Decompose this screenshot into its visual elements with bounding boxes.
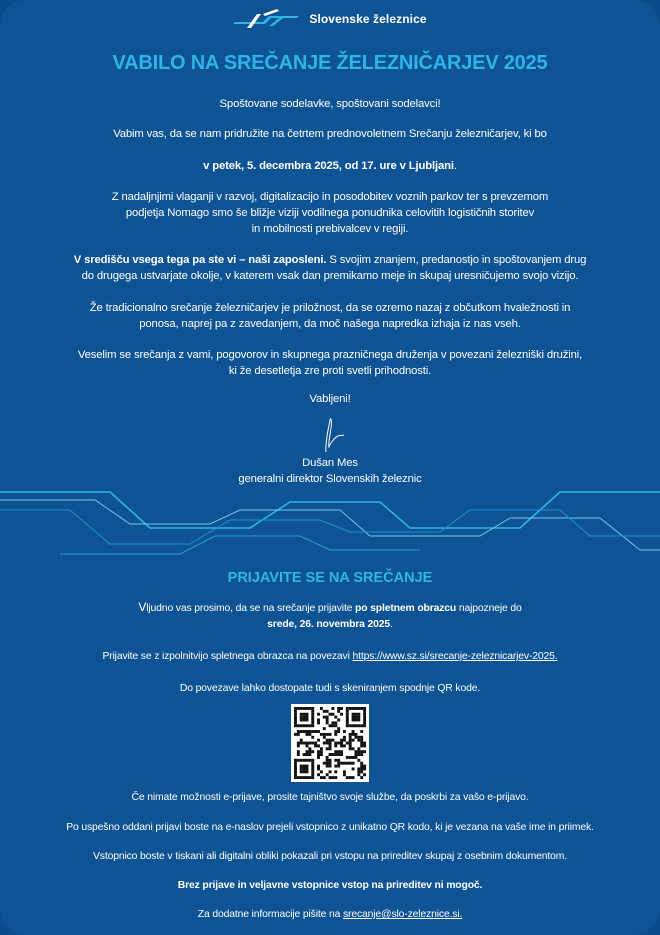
signature <box>316 414 346 454</box>
paragraph-3-line-1: Že tradicionalno srečanje železničarjev je priložnost, da se ozremo nazaj z občutkom hvaležnosti in <box>89 302 571 314</box>
registration-line-1 <box>10 600 650 616</box>
paragraph-1-line-3: in mobilnosti prebivalcev v regiji. <box>251 223 409 235</box>
ticket-show-text: Vstopnico boste v tiskani ali digitalni obliki pokazali pri vstopu na prireditev skupaj z osebnim dokumentom. <box>93 851 567 862</box>
contact-email-link[interactable]: srecanje@slo-zeleznice.si. <box>342 909 463 920</box>
qr-instructions: Do povezave lahko dostopate tudi s skeniranjem spodnje QR kode. <box>179 683 481 694</box>
contact-prefix: Za dodatne informacije pišite na <box>197 909 343 920</box>
closing: Vabljeni! <box>309 393 351 405</box>
event-date-bold: v petek, 5. decembra 2025, od 17. ure v Ljubljani <box>203 160 454 172</box>
registration-link[interactable]: https://www.sz.si/srecanje-zeleznicarjev-2025. <box>352 651 558 662</box>
event-date-dot: . <box>453 160 457 172</box>
registration-deadline <box>10 617 650 632</box>
registration-title: PRIJAVITE SE NA SREČANJE <box>227 570 433 586</box>
registration-v: V <box>138 600 147 614</box>
logo-text: Slovenske železnice <box>309 12 427 26</box>
rail-lines-decoration <box>0 480 660 560</box>
invite-text: Vabim vas, da se nam pridružite na četrtem prednovoletnem Srečanju železničarjev, ki bo <box>113 128 547 140</box>
logo <box>0 7 660 31</box>
ticket-info-text: Po uspešno oddani prijavi boste na e-naslov prejeli vstopnico z unikatno QR kodo, ki je vezana na vaše ime in priimek. <box>66 822 594 833</box>
qr-code-icon <box>291 704 369 782</box>
registration-line-1-a: ljudno vas prosimo, da se na srečanje prijavite <box>146 603 356 614</box>
entry-warning-text: Brez prijave in veljavne vstopnice vstop na prireditev ni mogoč. <box>177 880 483 891</box>
paragraph-4-line-2: ki že desetletja zre proti svetli prihodnosti. <box>228 365 432 377</box>
registration-deadline-dot: . <box>390 619 393 630</box>
registration-link-line <box>10 649 650 664</box>
greeting: Spoštovane sodelavke, spoštovani sodelavci! <box>219 98 441 110</box>
registration-deadline-bold: srede, 26. novembra 2025 <box>267 619 391 630</box>
paragraph-1-line-1: Z nadaljnjimi vlaganji v razvoj, digitalizacijo in posodobitev voznih parkov ter s prevzemom <box>111 191 549 203</box>
page-title: VABILO NA SREČANJE ŽELEZNIČARJEV 2025 <box>112 52 548 74</box>
event-date <box>20 158 640 174</box>
contact-line <box>10 907 650 922</box>
paragraph-3-line-2: ponosa, naprej pa z zavedanjem, da moč našega napredka izhaja iz nas vseh. <box>139 318 521 330</box>
paragraph-2-line-2: do drugega ustvarjate okolje, v katerem vsak dan premikamo meje in skupaj uresničujemo svojo vizijo. <box>81 270 579 282</box>
paragraph-2-bold: V središču vsega tega pa ste vi – naši zaposleni. <box>73 254 327 266</box>
paragraph-2-line-1 <box>20 252 640 268</box>
paragraph-4-line-1: Veselim se srečanja z vami, pogovorov in skupnega prazničnega druženja v povezani železniški družini, <box>77 349 583 361</box>
sz-logo-icon <box>233 8 303 30</box>
registration-link-prefix: Prijavite se z izpolnitvijo spletnega obrazca na povezavi <box>102 651 353 662</box>
qr-code <box>291 704 369 782</box>
paragraph-1-line-2: podjetja Nomago smo še bližje viziji vodilnega ponudnika celovitih logističnih storitev <box>125 207 535 219</box>
registration-line-1-bold: po spletnem obrazcu <box>355 603 457 614</box>
paragraph-2-rest: S svojim znanjem, predanostjo in spoštovanjem drug <box>326 254 587 266</box>
signer-title: generalni direktor Slovenskih železnic <box>238 473 422 485</box>
signer-name: Dušan Mes <box>302 457 358 469</box>
no-eregistration-text: Če nimate možnosti e-prijave, prosite tajništvo svoje službe, da poskrbi za vašo e-prijavo. <box>131 792 529 803</box>
registration-line-1-c: najpozneje do <box>456 603 522 614</box>
